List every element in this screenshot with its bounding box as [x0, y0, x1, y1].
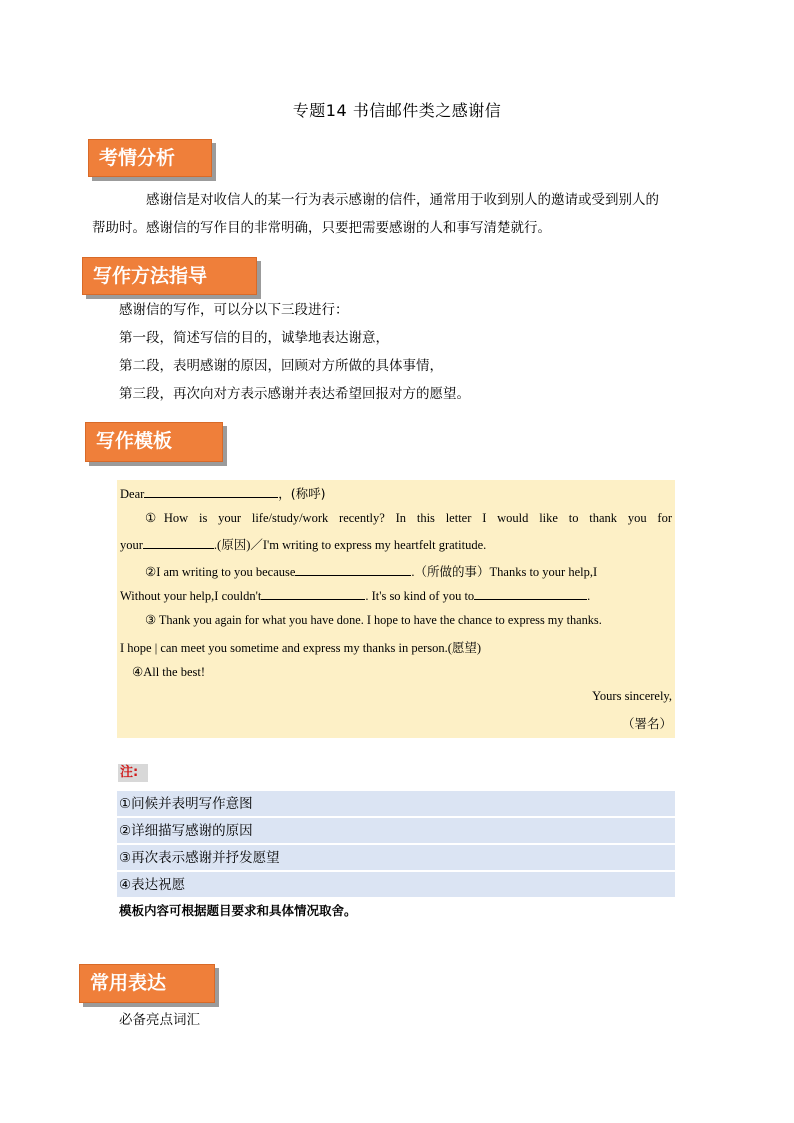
template-para4: ④All the best! — [132, 665, 205, 679]
template-signature: （署名） — [621, 716, 672, 731]
method-line: 感谢信的写作，可以分以下三段进行： — [119, 302, 349, 318]
section-heading-template: 写作模板 — [85, 422, 223, 462]
note-item: ③再次表示感谢并抒发愿望 — [117, 845, 675, 871]
section-heading-expressions: 常用表达 — [79, 964, 215, 1003]
method-line: 第二段，表明感谢的原因，回顾对方所做的具体事情， — [119, 358, 443, 374]
template-para2-line1: ②I am writing to you because .（所做的事）Thanks to your help,I — [145, 565, 598, 579]
notes-label: 注: — [118, 764, 148, 782]
method-paragraph — [119, 296, 675, 408]
notes-footer: 模板内容可根据题目要求和具体情况取舍。 — [119, 903, 357, 918]
blank-field — [144, 486, 278, 498]
blank-field — [295, 564, 411, 576]
note-item: ①问候并表明写作意图 — [117, 791, 675, 817]
note-item: ②详细描写感谢的原因 — [117, 818, 675, 844]
section-heading-method: 写作方法指导 — [82, 257, 257, 295]
blank-field — [143, 537, 214, 549]
template-greeting: Dear ，(称呼) — [120, 486, 326, 501]
template-para1-line2: your .(原因)／I'm writing to express my heartfelt gratitude. — [120, 538, 487, 552]
expressions-subheading: 必备亮点词汇 — [119, 1012, 200, 1028]
analysis-line: 感谢信是对收信人的某一行为表示感谢的信件，通常用于收到别人的邀请或受到别人的 — [146, 192, 659, 208]
template-para2-line2: Without your help,I couldn't . It's so kind of you to . — [120, 589, 591, 603]
method-line: 第三段，再次向对方表示感谢并表达希望回报对方的愿望。 — [119, 386, 470, 402]
analysis-line: 帮助时。感谢信的写作目的非常明确，只要把需要感谢的人和事写清楚就行。 — [92, 220, 551, 236]
section-heading-analysis: 考情分析 — [88, 139, 212, 177]
page-title: 专题14 书信邮件类之感谢信 — [292, 101, 502, 120]
template-para3-line2: I hope | can meet you sometime and express my thanks in person.(愿望) — [120, 641, 482, 655]
template-para3-line1: ③ Thank you again for what you have done. I hope to have the chance to express my thanks. — [145, 613, 602, 627]
template-closing: Yours sincerely, — [592, 689, 672, 703]
analysis-paragraph — [92, 186, 675, 242]
blank-field — [474, 588, 587, 600]
method-line: 第一段，简述写信的目的，诚挚地表达谢意， — [119, 330, 389, 346]
template-para1-line1: ①How is your life/study/work recently? In this letter I would like to thank you for — [145, 511, 672, 525]
blank-field — [261, 588, 365, 600]
template-box — [117, 480, 675, 738]
note-item: ④表达祝愿 — [117, 872, 675, 898]
